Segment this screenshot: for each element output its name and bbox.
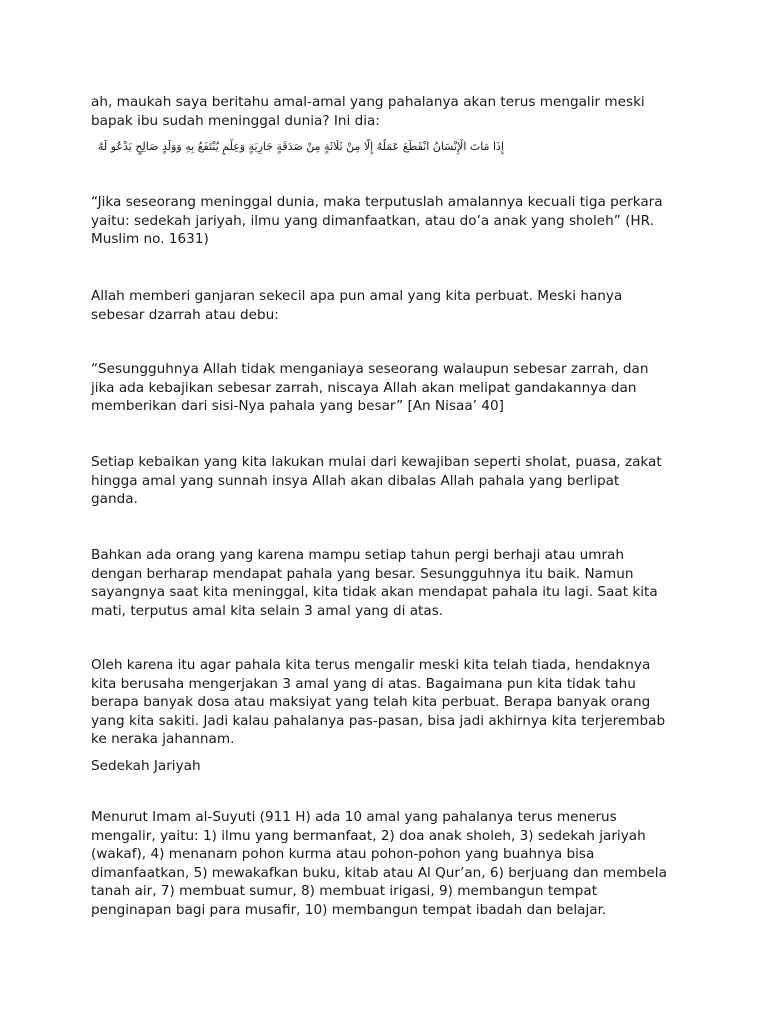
quran-quote-paragraph: “Sesungguhnya Allah tidak menganiaya seseorang walaupun sebesar zarrah, dan jika ada kebajikan sebesar zarrah, niscaya Allah akan melipat gandakannya dan memberikan dari sisi-Nya pahala yang besar” [An Nisaa’ 40] (91, 361, 649, 414)
suyuti-paragraph: Menurut Imam al-Suyuti (911 H) ada 10 amal yang pahalanya terus menerus mengalir, yaitu: 1) ilmu yang bermanfaat, 2) doa anak sholeh, 3) sedekah jariyah (wakaf), 4) menanam pohon kurma atau pohon-pohon yang buahnya bisa dimanfaatkan, 5) mewakafkan buku, kitab atau Al Qur’an, 6) berjuang dan membela tanah air, 7) membuat sumur, 8) membuat irigasi, 9) membangun tempat penginapan bagi para musafir, 10) membangun tempat ibadah dan belajar. (91, 809, 667, 918)
section-heading-sedekah-jariyah: Sedekah Jariyah (91, 758, 201, 774)
allah-reward-paragraph: Allah memberi ganjaran sekecil apa pun amal yang kita perbuat. Meski hanya sebesar dzarrah atau debu: (91, 288, 623, 323)
kebaikan-paragraph: Setiap kebaikan yang kita lakukan mulai dari kewajiban seperti sholat, puasa, zakat hingga amal yang sunnah insya Allah akan dibalas Allah pahala yang berlipat ganda. (91, 454, 662, 507)
arabic-hadith-text: إِذَا مَاتَ الْإِنْسَانُ انْقَطَعَ عَمَلُهُ إِلَّا مِنْ ثَلَاثَةٍ مِنْ صَدَقَةٍ جَارِيَةٍ وَعِلْمٍ يُنْتَفَعُ بِهِ وَوَلَدٍ صَالِحٍ يَدْعُو لَهُ (98, 140, 504, 153)
hadith-translation-paragraph: “Jika seseorang meninggal dunia, maka terputuslah amalannya kecuali tiga perkara yaitu: sedekah jariyah, ilmu yang dimanfaatkan, atau do’a anak yang sholeh” (HR. Muslim no. 1631) (91, 194, 663, 247)
intro-paragraph: ah, maukah saya beritahu amal-amal yang pahalanya akan terus mengalir meski bapak ibu sudah meninggal dunia? Ini dia: (91, 94, 645, 129)
haji-paragraph: Bahkan ada orang yang karena mampu setiap tahun pergi berhaji atau umrah dengan berharap mendapat pahala yang besar. Sesungguhnya itu baik. Namun sayangnya saat kita meninggal, kita tidak akan mendapat pahala itu lagi. Saat kita mati, terputus amal kita selain 3 amal yang di atas. (91, 547, 658, 619)
oleh-karena-paragraph: Oleh karena itu agar pahala kita terus mengalir meski kita telah tiada, hendaknya kita berusaha mengerjakan 3 amal yang di atas. Bagaimana pun kita tidak tahu berapa banyak dosa atau maksiyat yang telah kita perbuat. Berapa banyak orang yang kita sakiti. Jadi kalau pahalanya pas-pasan, bisa jadi akhirnya kita terjerembab ke neraka jahannam. (91, 657, 666, 747)
